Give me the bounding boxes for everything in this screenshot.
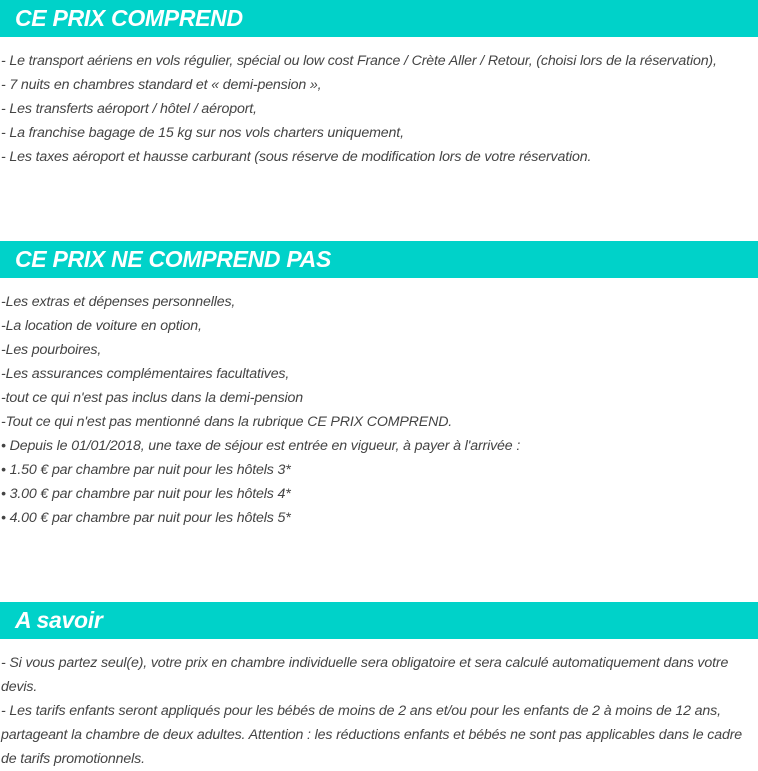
section-header-price-excludes: [0, 241, 758, 278]
section-price-excludes: [0, 241, 758, 530]
price-excludes-list: [0, 278, 758, 530]
section-good-to-know: [0, 602, 758, 771]
list-item: -tout ce qui n'est pas inclus dans la demi-pension: [1, 390, 303, 406]
section-title: CE PRIX NE COMPREND PAS: [15, 246, 331, 272]
tourist-tax-4-star: • 3.00 € par chambre par nuit pour les hôtels 4*: [1, 486, 291, 502]
section-header-price-includes: [0, 0, 758, 37]
tourist-tax-3-star: • 1.50 € par chambre par nuit pour les hôtels 3*: [1, 462, 291, 478]
list-item: -Les extras et dépenses personnelles,: [1, 294, 236, 310]
list-item: - 7 nuits en chambres standard et « demi-pension »,: [1, 77, 322, 93]
tourist-tax-notice: • Depuis le 01/01/2018, une taxe de séjour est entrée en vigueur, à payer à l'arrivée :: [1, 438, 521, 454]
list-item: -Tout ce qui n'est pas mentionné dans la rubrique CE PRIX COMPREND.: [1, 414, 453, 430]
section-title: CE PRIX COMPREND: [15, 5, 243, 31]
list-item: - Le transport aériens en vols régulier, spécial ou low cost France / Crète Aller / Retour, (choisi lors de la réservation),: [1, 53, 717, 69]
list-item: - La franchise bagage de 15 kg sur nos vols charters uniquement,: [1, 125, 404, 141]
list-item: - Les taxes aéroport et hausse carburant (sous réserve de modification lors de votre réservation.: [1, 149, 592, 165]
list-item: -Les pourboires,: [1, 342, 102, 358]
list-item: -La location de voiture en option,: [1, 318, 202, 334]
section-title: A savoir: [15, 607, 103, 633]
section-price-includes: [0, 0, 758, 169]
single-traveler-note: - Si vous partez seul(e), votre prix en chambre individuelle sera obligatoire et sera calculé automatiquement dans votre devis.: [1, 655, 729, 695]
list-item: - Les transferts aéroport / hôtel / aéroport,: [1, 101, 257, 117]
section-header-good-to-know: [0, 602, 758, 639]
child-rates-note: - Les tarifs enfants seront appliqués pour les bébés de moins de 2 ans et/ou pour les enfants de 2 à moins de 12 ans, partageant la chambre de deux adultes. Attention : les réductions enfants et bébés ne sont pas applicables dans le cadre de tarifs promotionnels.: [1, 703, 743, 767]
list-item: -Les assurances complémentaires facultatives,: [1, 366, 290, 382]
tourist-tax-5-star: • 4.00 € par chambre par nuit pour les hôtels 5*: [1, 510, 291, 526]
price-includes-list: [0, 37, 758, 169]
good-to-know-content: [0, 639, 758, 771]
